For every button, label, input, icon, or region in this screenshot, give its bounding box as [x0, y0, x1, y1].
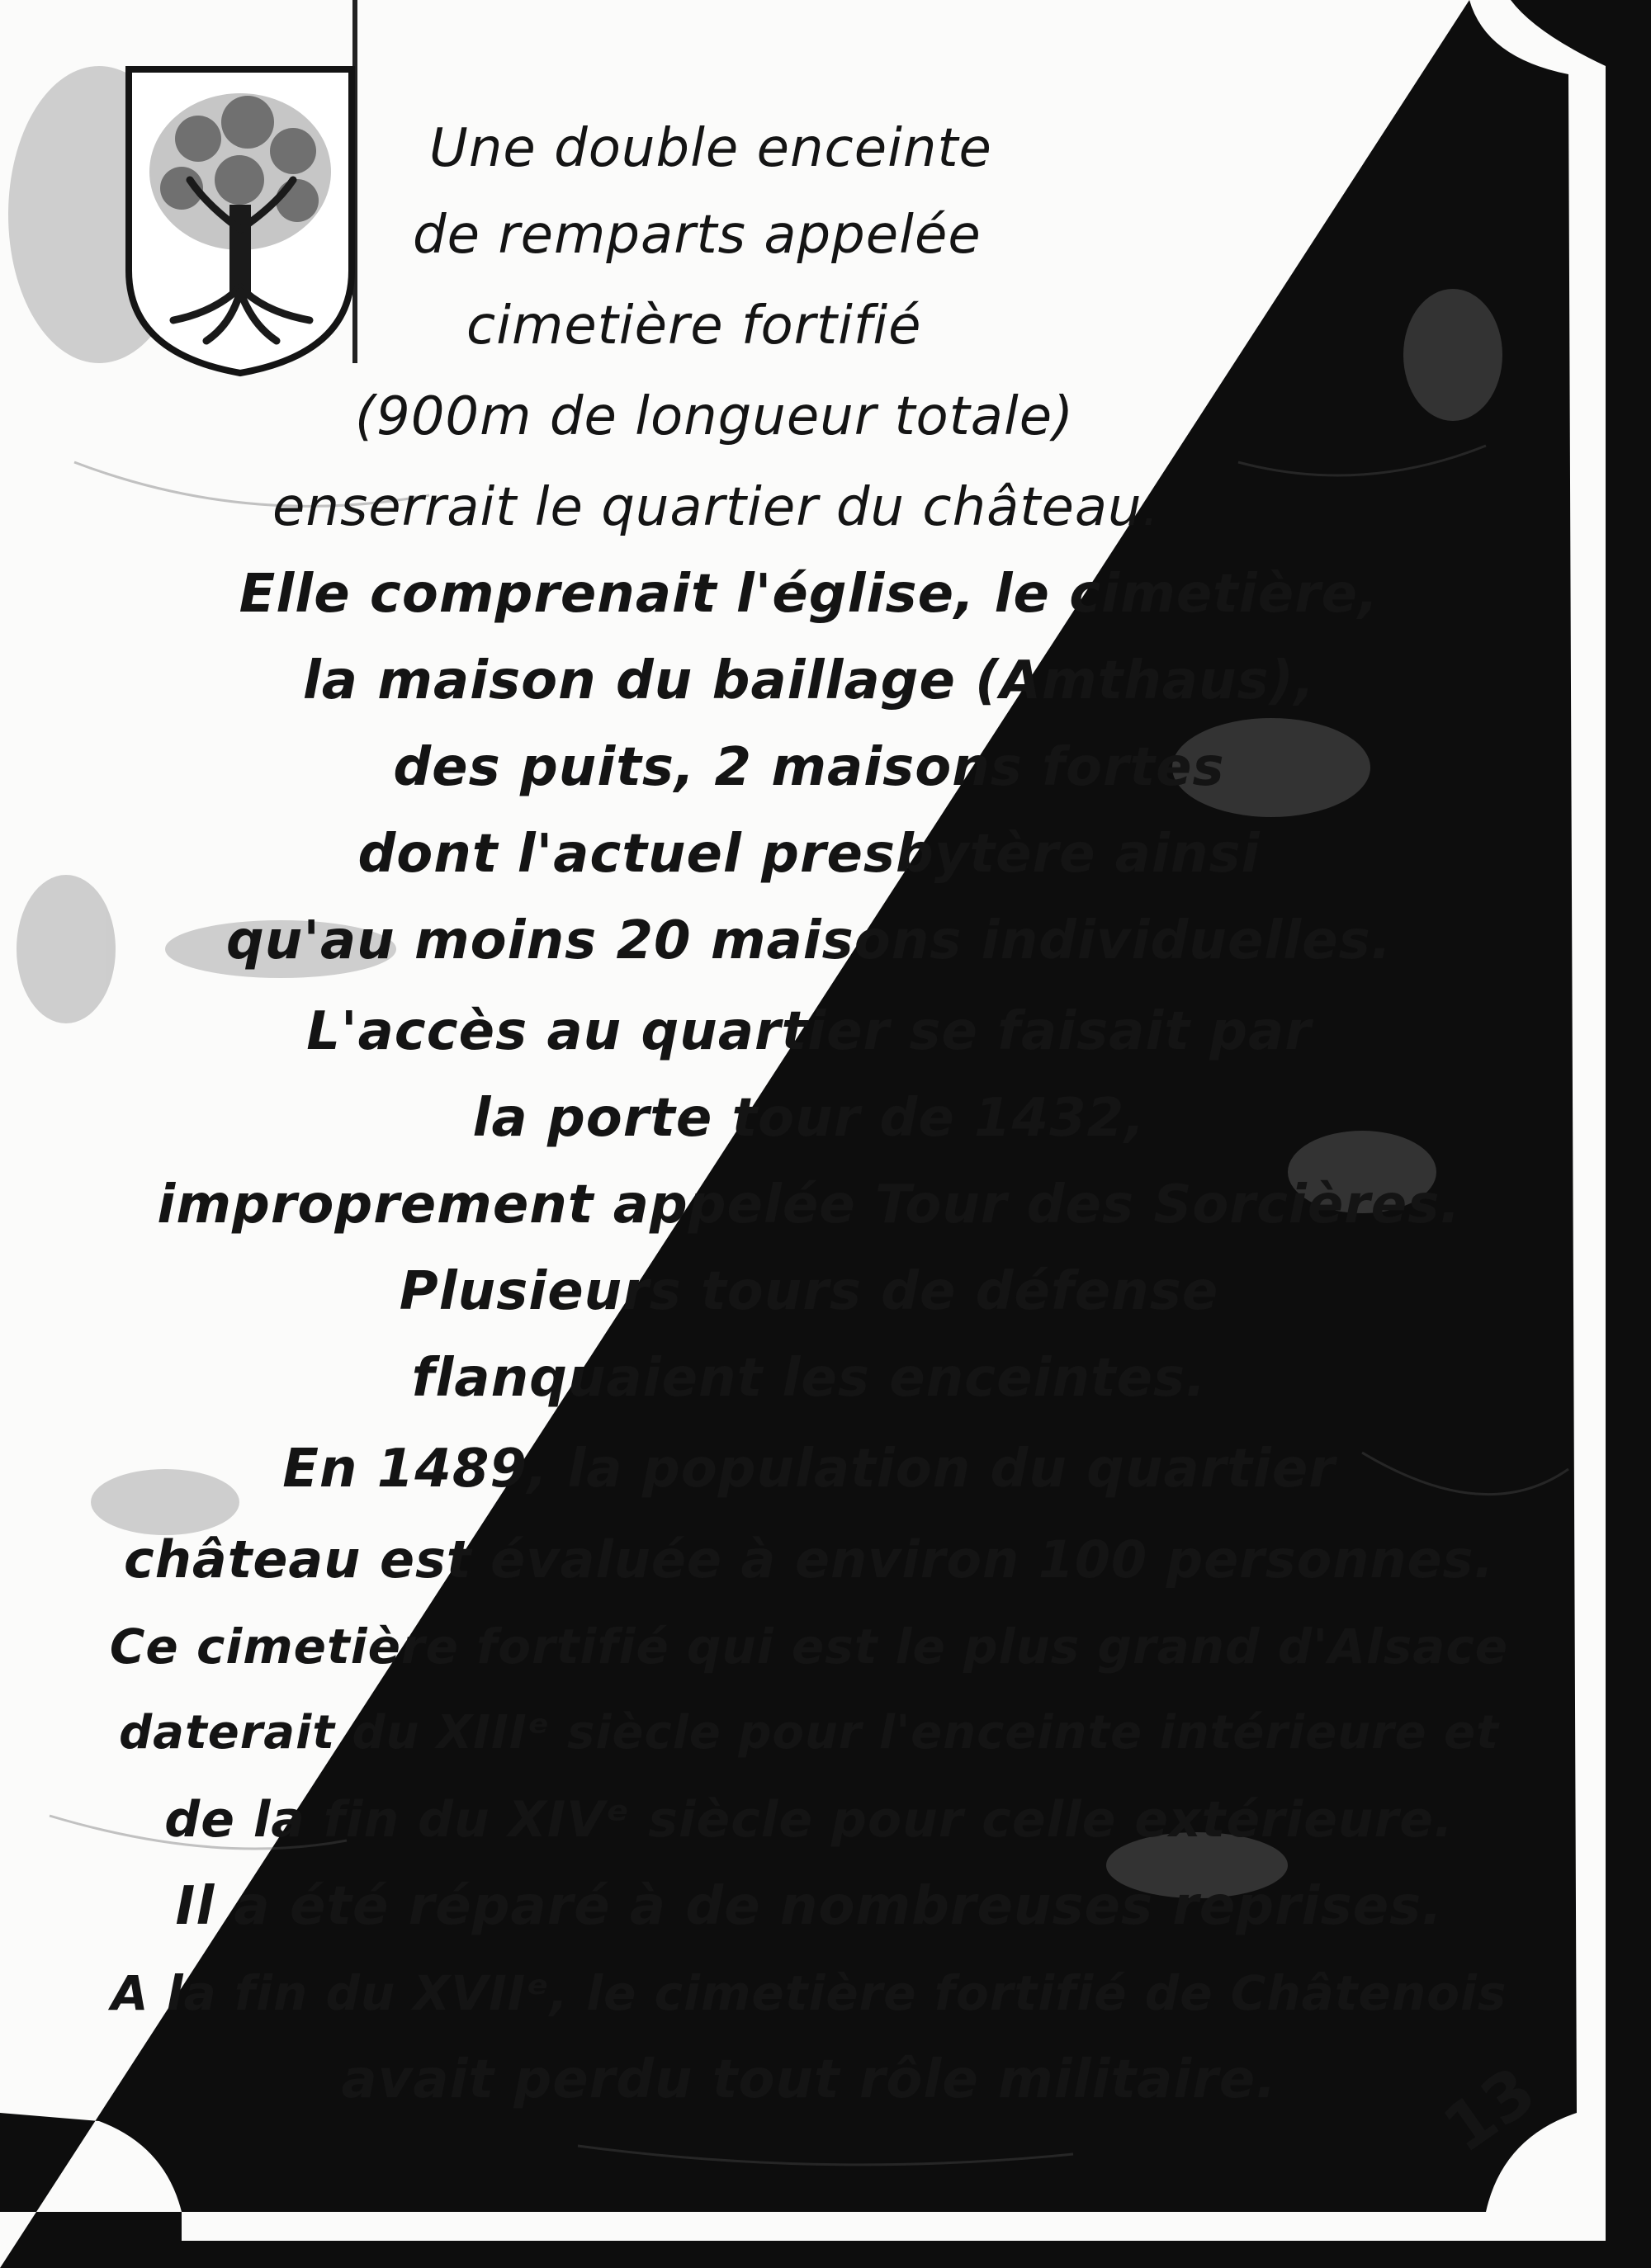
plaque-line-10: qu'au moins 20 maisons individuelles. — [225, 910, 1393, 971]
plaque-line-15: flanquaient les enceintes. — [411, 1348, 1207, 1409]
plaque-line-8: des puits, 2 maisons fortes — [393, 737, 1225, 798]
plaque-line-3: cimetière fortifié — [466, 295, 922, 357]
plaque-line-7: la maison du baillage (Amthaus), — [302, 650, 1316, 711]
plaque-line-6: Elle comprenait l'église, le cimetière, — [239, 564, 1379, 625]
plaque-text — [33, 0, 1585, 2268]
plaque-line-18: Ce cimetière fortifié qui est le plus grand d'Alsace — [109, 1618, 1509, 1675]
plaque-line-21: Il a été réparé à de nombreuses reprises. — [175, 1876, 1443, 1937]
plaque-line-20: de la fin du XIVᵉ siècle pour celle extérieure. — [164, 1791, 1454, 1849]
plaque-line-4: (900m de longueur totale) — [355, 386, 1075, 447]
plaque-line-17: château est évaluée à environ 100 personnes. — [124, 1529, 1494, 1590]
plaque-line-5: enserrait le quartier du château. — [272, 477, 1160, 538]
plaque-line-19: daterait du XIIIᵉ siècle pour l'enceinte intérieure et — [119, 1706, 1499, 1760]
plaque-line-2: de remparts appelée — [413, 205, 982, 266]
plaque-line-11: L'accès au quartier se faisait par — [306, 1001, 1312, 1062]
plaque-line-23: avait perdu tout rôle militaire. — [341, 2049, 1277, 2110]
plaque-line-22: A la fin du XVIIᵉ, le cimetière fortifié de Châtenois — [111, 1965, 1507, 2021]
plaque-line-1: Une double enceinte — [429, 118, 992, 179]
plaque-line-12: la porte tour de 1432, — [472, 1088, 1146, 1149]
plaque-line-9: dont l'actuel presbytère ainsi — [357, 824, 1261, 885]
plaque-line-13: improprement appelée Tour des Sorcières. — [157, 1174, 1461, 1236]
plaque-line-14: Plusieurs tours de défense — [399, 1261, 1219, 1322]
plaque-line-16: En 1489, la population du quartier — [282, 1439, 1336, 1500]
plaque-number: 13 — [1430, 2052, 1549, 2168]
